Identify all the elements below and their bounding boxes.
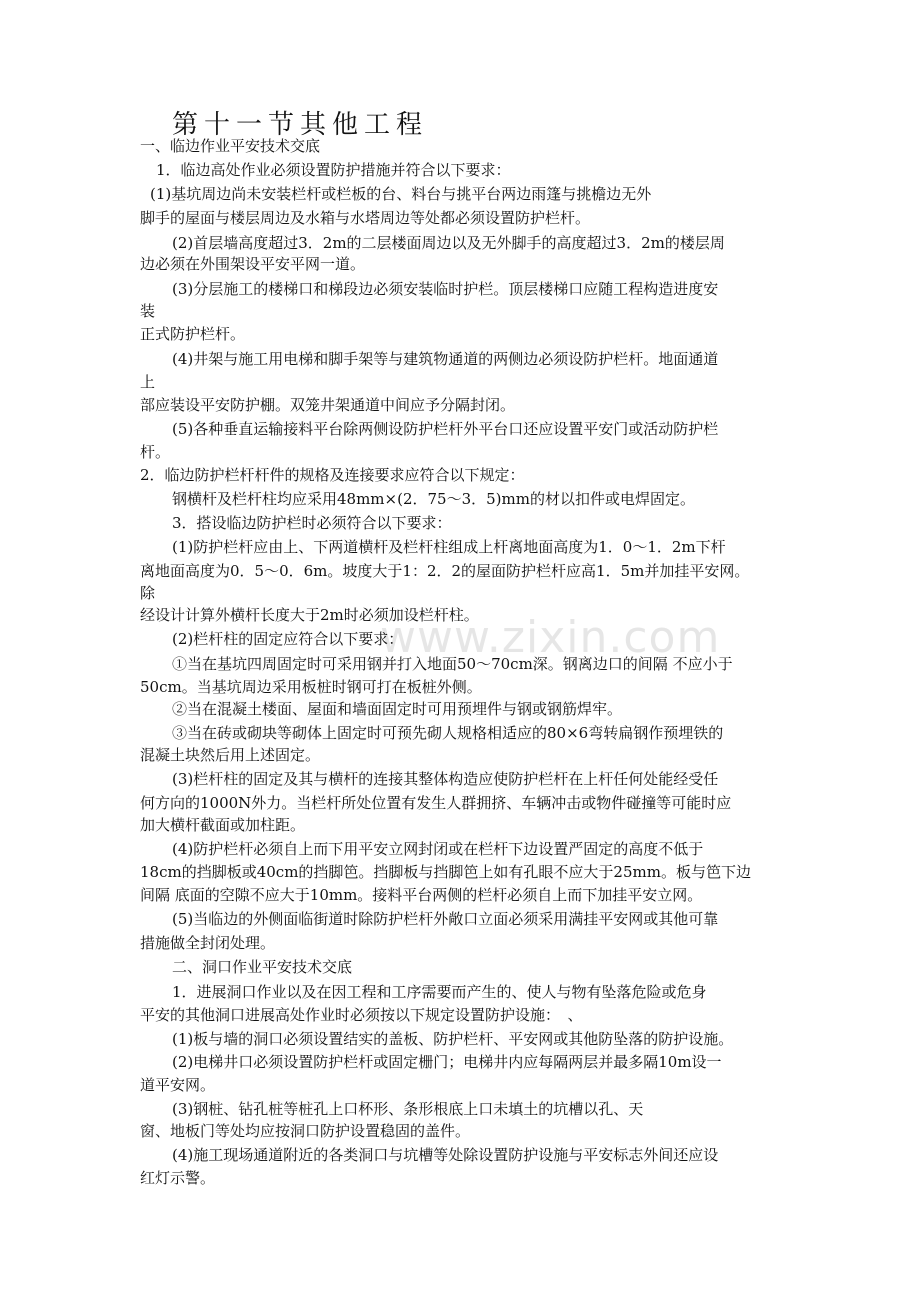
paragraph-line: 措施做全封闭处理。	[140, 934, 276, 952]
paragraph-line: (5)当临边的外侧面临街道时除防护栏杆外敞口立面必须采用满挂平安网或其他可靠	[172, 910, 719, 928]
paragraph-line: 离地面高度为0．5～0．6m。坡度大于1：2．2的屋面防护栏杆应高1．5m并加挂平安网。	[140, 562, 750, 580]
paragraph-line: 红灯示警。	[140, 1169, 216, 1187]
paragraph-line: 18cm的挡脚板或40cm的挡脚笆。挡脚板与挡脚笆上如有孔眼不应大于25mm。板与笆下边	[140, 863, 751, 881]
paragraph-line: (1)板与墙的洞口必须设置结实的盖板、防护栏杆、平安网或其他防坠落的防护设施。	[172, 1030, 734, 1048]
paragraph-line: ①当在基坑四周固定时可采用钢并打入地面50～70cm深。钢离边口的间隔 不应小于	[172, 655, 733, 673]
heading-opening-work: 二、洞口作业平安技术交底	[172, 958, 353, 976]
paragraph-line: 1．临边高处作业必须设置防护措施并符合以下要求：	[156, 161, 511, 179]
paragraph-line: 边必须在外围架设平安平网一道。	[140, 255, 366, 273]
paragraph-line: ②当在混凝土楼面、屋面和墙面固定时可用预埋件与钢或钢筋焊牢。	[172, 700, 623, 718]
paragraph-line: 何方向的1000N外力。当栏杆所处位置有发生人群拥挤、车辆冲击或物件碰撞等可能时应	[140, 794, 732, 812]
paragraph-line: 部应装设平安防护棚。双笼井架通道中间应予分隔封闭。	[140, 396, 516, 414]
paragraph-line: 3．搭设临边防护栏时必须符合以下要求：	[172, 514, 452, 532]
paragraph-line: 钢横杆及栏杆柱均应采用48mm×(2．75～3．5)mm的材以扣件或电焊固定。	[172, 490, 695, 508]
paragraph-line: 正式防护栏杆。	[140, 325, 246, 343]
paragraph-line: (2)栏杆柱的固定应符合以下要求：	[172, 630, 404, 648]
paragraph-line: 窗、地板门等处均应按洞口防护设置稳固的盖件。	[140, 1122, 471, 1140]
paragraph-line: ③当在砖或砌块等砌体上固定时可预先砌人规格相适应的80×6弯转扁钢作预埋铁的	[172, 724, 724, 742]
paragraph-line: (2)首层墙高度超过3．2m的二层楼面周边以及无外脚手的高度超过3．2m的楼层周	[172, 234, 725, 252]
paragraph-line: 除	[140, 584, 156, 602]
paragraph-line: 加大横杆截面或加柱距。	[140, 816, 306, 834]
paragraph-line: 道平安网。	[140, 1076, 216, 1094]
paragraph-line: 平安的其他洞口进展高处作业时必须按以下规定设置防护设施： 、	[140, 1006, 583, 1024]
paragraph-line: 装	[140, 302, 156, 320]
section-title: 第十一节其他工程	[172, 110, 429, 140]
paragraph-line: 50cm。当基坑周边采用板桩时钢可打在板桩外侧。	[140, 678, 482, 696]
paragraph-line: (4)防护栏杆必须自上而下用平安立网封闭或在栏杆下边设置严固定的高度不低于	[172, 840, 704, 858]
paragraph-line: 上	[140, 373, 156, 391]
paragraph-line: 2．临边防护栏杆杆件的规格及连接要求应符合以下规定：	[140, 466, 525, 484]
paragraph-line: 间隔 底面的空隙不应大于10mm。接料平台两侧的栏杆必须自上而下加挂平安立网。	[140, 886, 703, 904]
paragraph-line: (4)井架与施工用电梯和脚手架等与建筑物通道的两侧边必须设防护栏杆。地面通道	[172, 350, 719, 368]
heading-edge-work: 一、临边作业平安技术交底	[140, 137, 321, 155]
paragraph-line: (3)钢桩、钻孔桩等桩孔上口杯形、条形根底上口未填土的坑槽以孔、天	[172, 1100, 644, 1118]
paragraph-line: 1．进展洞口作业以及在因工程和工序需要而产生的、使人与物有坠落危险或危身	[172, 983, 707, 1001]
paragraph-line: (3)分层施工的楼梯口和梯段边必须安装临时护栏。顶层楼梯口应随工程构造进度安	[172, 280, 719, 298]
watermark: www.zixin.com	[380, 612, 721, 663]
paragraph-line: (1)基坑周边尚未安装栏杆或栏板的台、料台与挑平台两边雨篷与挑檐边无外	[150, 185, 652, 203]
paragraph-line: (1)防护栏杆应由上、下两道横杆及栏杆柱组成上杆离地面高度为1．0～1．2m下杆	[172, 538, 726, 556]
paragraph-line: 脚手的屋面与楼层周边及水箱与水塔周边等处都必须设置防护栏杆。	[140, 209, 591, 227]
paragraph-line: (2)电梯井口必须设置防护栏杆或固定栅门；电梯井内应每隔两层并最多隔10m设一	[172, 1053, 722, 1071]
paragraph-line: 经设计计算外横杆长度大于2m时必须加设栏杆柱。	[140, 606, 479, 624]
paragraph-line: (5)各种垂直运输接料平台除两侧设防护栏杆外平台口还应设置平安门或活动防护栏	[172, 420, 719, 438]
paragraph-line: 混凝土块然后用上述固定。	[140, 746, 321, 764]
paragraph-line: 杆。	[140, 443, 171, 461]
paragraph-line: (3)栏杆柱的固定及其与横杆的连接其整体构造应使防护栏杆在上杆任何处能经受任	[172, 770, 719, 788]
paragraph-line: (4)施工现场通道附近的各类洞口与坑槽等处除设置防护设施与平安标志外间还应设	[172, 1146, 719, 1164]
